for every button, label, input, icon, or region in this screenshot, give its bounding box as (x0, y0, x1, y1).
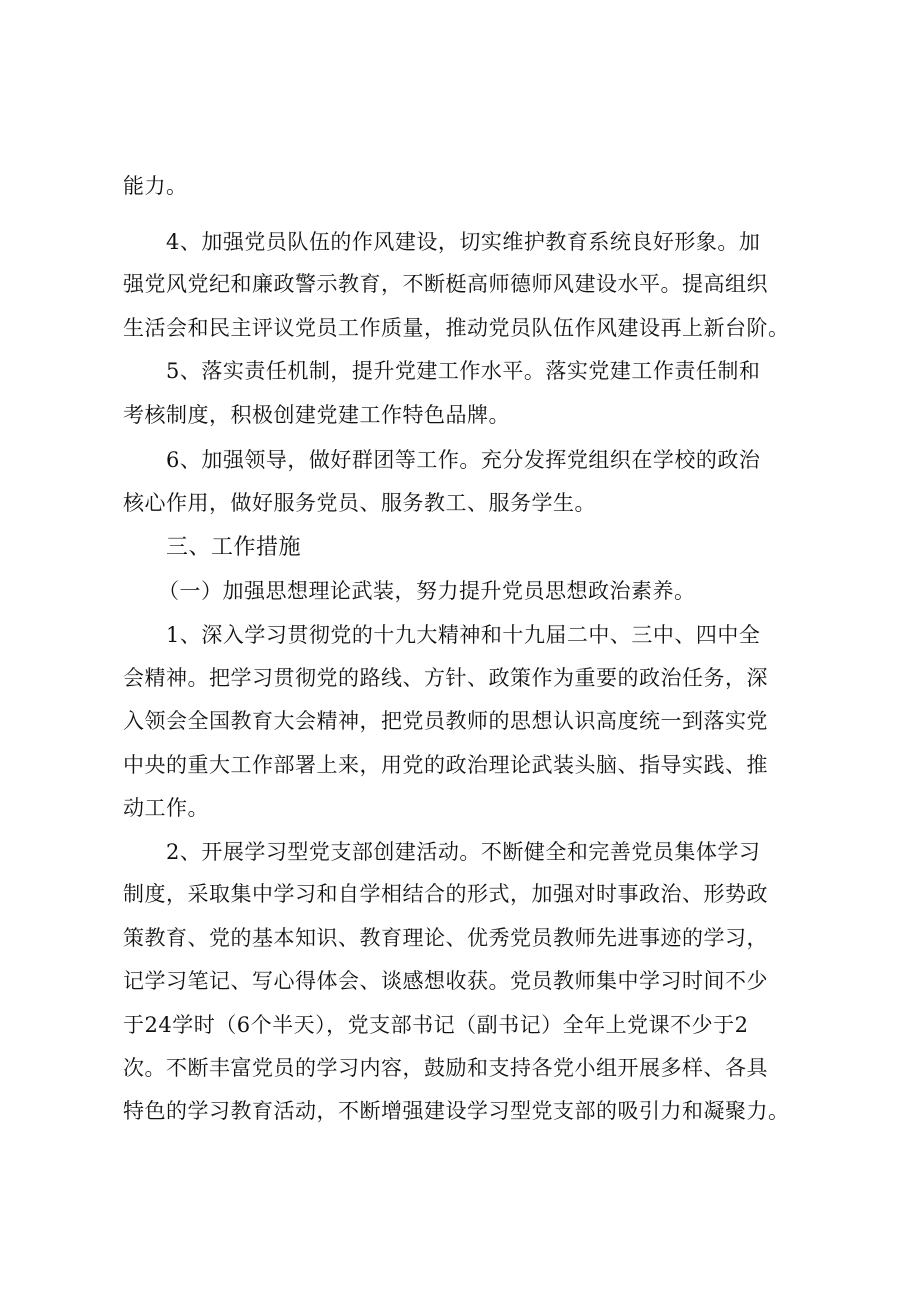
paragraph-measure-2-line-3: 策教育、党的基本知识、教育理论、优秀党员教师先进事迹的学习， (123, 926, 768, 950)
text-line: 能力。 (123, 174, 188, 198)
paragraph-measure-2-line-2: 制度，采取集中学习和自学相结合的形式，加强对时事政治、形势政 (123, 882, 768, 906)
paragraph-measure-1-line-2: 会精神。把学习贯彻党的路线、方针、政策作为重要的政治任务，深 (123, 666, 768, 690)
subsection-heading: （一）加强思想理论武装，努力提升党员思想政治素养。 (158, 579, 696, 603)
paragraph-measure-2-line-1: 2、开展学习型党支部创建活动。不断健全和完善党员集体学习 (166, 840, 761, 864)
paragraph-item-4-line-3: 生活会和民主评议党员工作质量，推动党员队伍作风建设再上新台阶。 (123, 316, 790, 340)
paragraph-measure-2-line-7: 特色的学习教育活动，不断增强建设学习型党支部的吸引力和凝聚力。 (123, 1099, 790, 1123)
paragraph-item-6-line-1: 6、加强领导，做好群团等工作。充分发挥党组织在学校的政治 (166, 448, 761, 472)
paragraph-item-6-line-2: 核心作用，做好服务党员、服务教工、服务学生。 (123, 491, 596, 515)
paragraph-measure-2-line-5: 于24学时（6个半天），党支部书记（副书记）全年上党课不少于2 (123, 1013, 749, 1037)
paragraph-item-4-line-1: 4、加强党员队伍的作风建设，切实维护教育系统良好形象。加 (166, 230, 761, 254)
paragraph-measure-2-line-4: 记学习笔记、写心得体会、谈感想收获。党员教师集中学习时间不少 (123, 969, 768, 993)
paragraph-measure-1-line-1: 1、深入学习贯彻党的十九大精神和十九届二中、三中、四中全 (166, 623, 761, 647)
paragraph-measure-1-line-4: 中央的重大工作部署上来，用党的政治理论武装头脑、指导实践、推 (123, 753, 768, 777)
paragraph-measure-1-line-3: 入领会全国教育大会精神，把党员教师的思想认识高度统一到落实党 (123, 709, 768, 733)
paragraph-item-4-line-2: 强党风党纪和廉政警示教育，不断梃高师德师风建设水平。提高组织 (123, 272, 768, 296)
section-heading: 三、工作措施 (166, 535, 302, 560)
paragraph-measure-1-line-5: 动工作。 (123, 796, 209, 820)
paragraph-item-5-line-2: 考核制度，积极创建党建工作特色品牌。 (123, 403, 510, 427)
paragraph-measure-2-line-6: 次。不断丰富党员的学习内容，鼓励和支持各党小组开展多样、各具 (123, 1056, 768, 1080)
paragraph-item-5-line-1: 5、落实责任机制，提升党建工作水平。落实党建工作责任制和 (166, 359, 761, 383)
